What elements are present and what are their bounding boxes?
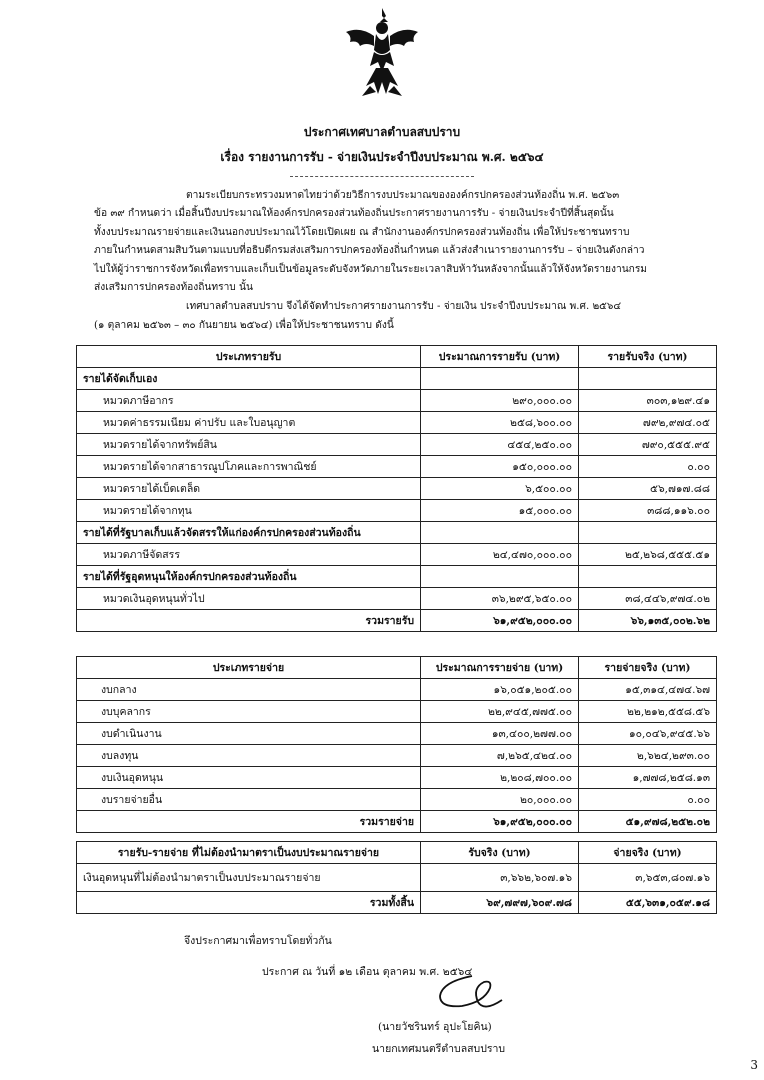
divider [290,176,474,177]
table-row [77,767,717,789]
estimate-value: ๑๖,๐๕๑,๒๐๕.๐๐ [421,679,579,701]
actual-value: ๑๕,๓๑๔,๔๗๔.๖๗ [579,679,717,701]
column-header: ประเภทรายจ่าย [77,657,421,679]
intro-line: ไปให้ผู้ว่าราชการจังหวัดเพื่อทราบและเก็บเป็นข้อมูลระดับจังหวัดภายในระยะเวลาสิบห้าวันหลังจากนั้นแล้วให้จังหวัดรายงานกรม [94,264,648,275]
announce-date: ประกาศ ณ วันที่ ๑๒ เดือน ตุลาคม พ.ศ. ๒๕๖๔ [262,966,473,978]
column-header: ประมาณการรายรับ (บาท) [421,346,579,368]
estimate-value: ๓๖,๒๙๕,๖๕๐.๐๐ [421,588,579,610]
income-group-row [77,566,717,588]
row-label: งบกลาง [77,679,421,701]
estimate-value: ๑๕๐,๐๐๐.๐๐ [421,456,579,478]
actual-value: ๕๖,๗๑๗.๘๘ [579,478,717,500]
table-row [77,434,717,456]
expense-header-row [77,657,717,679]
income-group-row [77,522,717,544]
actual-value: ๗๙๒,๙๗๔.๐๕ [579,412,717,434]
row-label: งบลงทุน [77,745,421,767]
expense-total-row [77,811,717,833]
announcement-subject: เรื่อง รายงานการรับ - จ่ายเงินประจำปีงบประมาณ พ.ศ. ๒๕๖๔ [220,150,544,164]
actual-value: ๒๕,๒๖๘,๕๕๕.๕๑ [579,544,717,566]
actual-value: ๐.๐๐ [579,456,717,478]
actual-value: ๒๒,๒๑๒,๕๕๘.๕๖ [579,701,717,723]
row-label: หมวดรายได้เบ็ดเตล็ด [77,478,421,500]
garuda-emblem-icon [340,6,424,98]
row-label: หมวดภาษีจัดสรร [77,544,421,566]
signer-position: นายกเทศมนตรีตำบลสบปราบ [372,1043,506,1055]
group-label: รายได้จัดเก็บเอง [77,368,421,390]
intro-line: ข้อ ๓๙ กำหนดว่า เมื่อสิ้นปีงบประมาณให้องค์กรปกครองส่วนท้องถิ่นประกาศรายงานการรับ - จ่ายเงินประจำปีที่สิ้นสุดนั้น [94,208,614,219]
row-label: เงินอุดหนุนที่ไม่ต้องนำมาตราเป็นงบประมาณรายจ่าย [77,864,421,892]
actual-value: ๑,๗๗๘,๒๕๘.๑๓ [579,767,717,789]
table-row [77,679,717,701]
intro-line: ทั้งงบประมาณรายจ่ายและเงินนอกงบประมาณไว้โดยเปิดเผย ณ สำนักงานองค์กรปกครองส่วนท้องถิ่น เพื่อให้ประชาชนทราบ [94,227,630,238]
total-received: ๖๙,๗๙๗,๖๐๙.๗๘ [421,892,579,914]
received-value: ๓,๖๖๒,๖๐๗.๑๖ [421,864,579,892]
income-table [76,345,717,632]
column-header: รายรับจริง (บาท) [579,346,717,368]
nonbudget-header-row [77,842,717,864]
estimate-value: ๒๕๘,๖๐๐.๐๐ [421,412,579,434]
grand-total-row [77,892,717,914]
estimate-value: ๒๙๐,๐๐๐.๐๐ [421,390,579,412]
estimate-value: ๗,๒๖๕,๔๒๔.๐๐ [421,745,579,767]
signature-icon [432,972,522,1014]
table-row [77,701,717,723]
table-row [77,456,717,478]
income-header-row [77,346,717,368]
row-label: หมวดรายได้จากทุน [77,500,421,522]
table-row [77,588,717,610]
estimate-value: ๒๐,๐๐๐.๐๐ [421,789,579,811]
announce-text: จึงประกาศมาเพื่อทราบโดยทั่วกัน [184,935,332,947]
total-label: รวมรายรับ [77,610,421,632]
signer-name: (นายวัชรินทร์ อุปะโยคิน) [378,1021,492,1033]
intro-line: ตามระเบียบกระทรวงมหาดไทยว่าด้วยวิธีการงบประมาณขององค์กรปกครองส่วนท้องถิ่น พ.ศ. ๒๕๖๓ [186,190,620,201]
row-label: หมวดรายได้จากสาธารณูปโภคและการพาณิชย์ [77,456,421,478]
table-row [77,500,717,522]
table-row [77,544,717,566]
row-label: หมวดค่าธรรมเนียม ค่าปรับ และใบอนุญาต [77,412,421,434]
column-header: จ่ายจริง (บาท) [579,842,717,864]
row-label: หมวดภาษีอากร [77,390,421,412]
table-row [77,390,717,412]
paid-value: ๓,๖๕๓,๘๐๗.๑๖ [579,864,717,892]
row-label: งบรายจ่ายอื่น [77,789,421,811]
announcement-title: ประกาศเทศบาลตำบลสบปราบ [303,125,461,139]
table-row [77,864,717,892]
total-label: รวมทั้งสิ้น [77,892,421,914]
expense-table [76,656,717,833]
table-row [77,412,717,434]
row-label: งบเงินอุดหนุน [77,767,421,789]
estimate-value: ๖,๕๐๐.๐๐ [421,478,579,500]
total-estimate: ๖๑,๙๕๒,๐๐๐.๐๐ [421,610,579,632]
intro-line: เทศบาลตำบลสบปราบ จึงได้จัดทำประกาศรายงานการรับ - จ่ายเงิน ประจำปีงบประมาณ พ.ศ. ๒๕๖๔ [186,301,622,312]
income-group-row [77,368,717,390]
group-label: รายได้ที่รัฐบาลเก็บแล้วจัดสรรให้แก่องค์กรปกครองส่วนท้องถิ่น [77,522,421,544]
actual-value: ๓๘,๔๔๖,๙๗๔.๐๒ [579,588,717,610]
row-label: หมวดรายได้จากทรัพย์สิน [77,434,421,456]
intro-line: (๑ ตุลาคม ๒๕๖๓ – ๓๐ กันยายน ๒๕๖๔) เพื่อให้ประชาชนทราบ ดังนี้ [94,320,394,331]
estimate-value: ๒๔,๔๗๐,๐๐๐.๐๐ [421,544,579,566]
estimate-value: ๒๒,๙๔๕,๗๗๕.๐๐ [421,701,579,723]
column-header: รับจริง (บาท) [421,842,579,864]
total-paid: ๕๕,๖๓๑,๐๕๙.๑๘ [579,892,717,914]
actual-value: ๑๐,๐๔๖,๙๔๕.๖๖ [579,723,717,745]
total-estimate: ๖๑,๙๕๒,๐๐๐.๐๐ [421,811,579,833]
row-label: งบดำเนินงาน [77,723,421,745]
table-row [77,745,717,767]
estimate-value: ๔๕๔,๒๕๐.๐๐ [421,434,579,456]
actual-value: ๓๘๘,๑๑๖.๐๐ [579,500,717,522]
row-label: หมวดเงินอุดหนุนทั่วไป [77,588,421,610]
column-header: รายรับ-รายจ่าย ที่ไม่ต้องนำมาตราเป็นงบประมาณรายจ่าย [77,842,421,864]
column-header: ประมาณการรายจ่าย (บาท) [421,657,579,679]
estimate-value: ๑๓,๔๐๐,๒๗๗.๐๐ [421,723,579,745]
total-label: รวมรายจ่าย [77,811,421,833]
row-label: งบบุคลากร [77,701,421,723]
page-number: 3 [750,1058,758,1072]
total-actual: ๕๑,๙๗๘,๒๕๒.๐๒ [579,811,717,833]
column-header: รายจ่ายจริง (บาท) [579,657,717,679]
column-header: ประเภทรายรับ [77,346,421,368]
table-row [77,789,717,811]
income-total-row [77,610,717,632]
estimate-value: ๒,๒๐๘,๗๐๐.๐๐ [421,767,579,789]
nonbudget-table [76,841,717,914]
intro-line: ส่งเสริมการปกครองท้องถิ่นทราบ นั้น [94,282,253,293]
estimate-value: ๑๕,๐๐๐.๐๐ [421,500,579,522]
actual-value: ๒,๖๒๔,๒๙๓.๐๐ [579,745,717,767]
group-label: รายได้ที่รัฐอุดหนุนให้องค์กรปกครองส่วนท้องถิ่น [77,566,421,588]
intro-line: ภายในกำหนดสามสิบวันตามแบบที่อธิบดีกรมส่งเสริมการปกครองท้องถิ่นกำหนด แล้วส่งสำเนารายงานการรับ – จ่ายเงินดังกล่าว [94,245,645,256]
table-row [77,723,717,745]
total-actual: ๖๖,๑๓๕,๐๐๒.๖๒ [579,610,717,632]
table-row [77,478,717,500]
actual-value: ๗๙๐,๕๕๕.๙๕ [579,434,717,456]
actual-value: ๐.๐๐ [579,789,717,811]
actual-value: ๓๐๓,๑๒๙.๔๑ [579,390,717,412]
